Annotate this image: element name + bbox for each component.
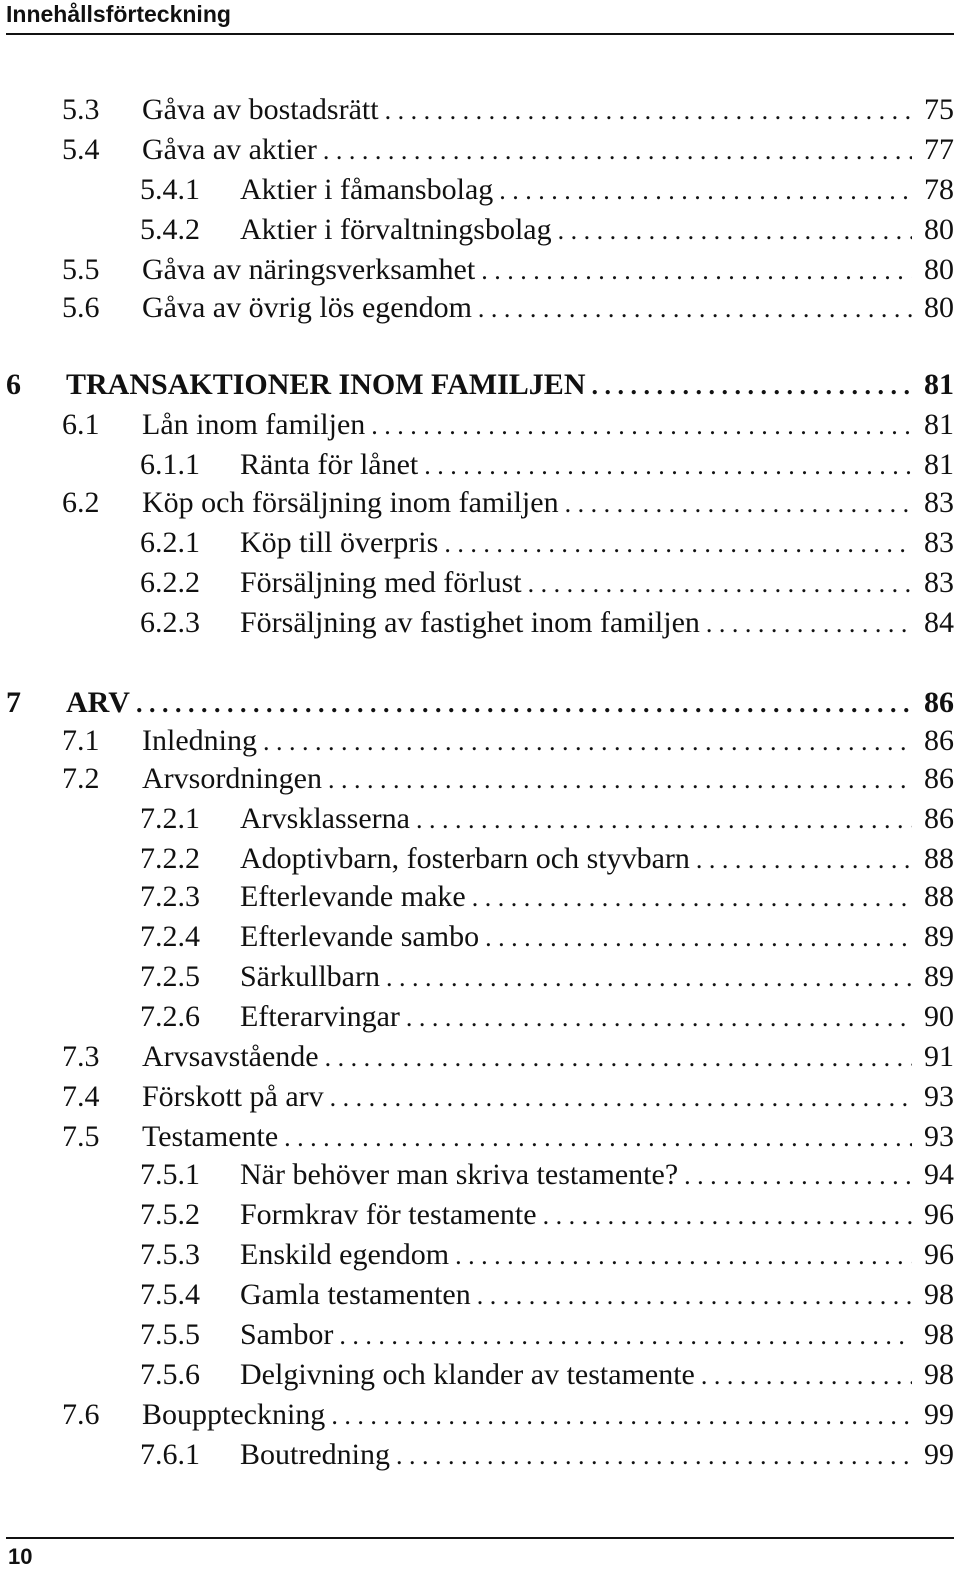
toc-entry-title: Arvsordningen: [142, 762, 322, 795]
toc-entry-page: 75: [924, 93, 954, 126]
toc-entry[interactable]: [140, 917, 954, 957]
footer-divider: [6, 1537, 954, 1539]
toc-entry-number: 7.3: [62, 1040, 100, 1073]
toc-entry-number: 5.6: [62, 291, 100, 324]
toc-entry-title: Testamente: [142, 1120, 279, 1153]
toc-entry-number: 7.5.3: [140, 1238, 200, 1271]
toc-entry-page: 80: [924, 253, 954, 286]
dot-leader: [481, 251, 912, 291]
toc-entry[interactable]: [140, 1355, 954, 1395]
toc-entry[interactable]: [140, 1435, 954, 1475]
toc-entry-title: Gamla testamenten: [240, 1278, 471, 1311]
toc-entry[interactable]: [62, 90, 954, 130]
dot-leader: [325, 1038, 912, 1078]
toc-entry[interactable]: [140, 603, 954, 643]
toc-entry-page: 80: [924, 291, 954, 324]
toc-entry-title: Köp och försäljning inom familjen: [142, 486, 559, 519]
toc-entry-page: 99: [924, 1438, 954, 1471]
toc-entry[interactable]: [140, 1235, 954, 1275]
toc-entry-title: ARV: [66, 686, 130, 719]
toc-entry-title: Aktier i fåmansbolag: [240, 173, 494, 206]
toc-entry-title: Arvsavstående: [142, 1040, 319, 1073]
toc-entry-page: 81: [924, 408, 954, 441]
toc-entry-number: 6.2.1: [140, 526, 200, 559]
toc-entry-page: 86: [924, 802, 954, 835]
toc-entry-page: 98: [924, 1358, 954, 1391]
dot-leader: [330, 1078, 912, 1118]
dot-leader: [558, 211, 912, 251]
toc-entry-page: 86: [924, 724, 954, 757]
toc-entry-title: Efterlevande sambo: [240, 920, 480, 953]
dot-leader: [386, 958, 912, 998]
toc-entry-number: 7.1: [62, 724, 100, 757]
toc-entry-page: 99: [924, 1398, 954, 1431]
toc-entry[interactable]: [62, 483, 954, 523]
toc-entry-page: 98: [924, 1318, 954, 1351]
dot-leader: [396, 1436, 912, 1476]
toc-entry[interactable]: [6, 683, 954, 723]
toc-entry-page: 86: [924, 762, 954, 795]
toc-entry-title: TRANSAKTIONER INOM FAMILJEN: [66, 368, 586, 401]
toc-entry[interactable]: [62, 1117, 954, 1157]
toc-entry[interactable]: [140, 839, 954, 879]
toc-entry-title: Gåva av näringsverksamhet: [142, 253, 476, 286]
toc-entry-title: Försäljning av fastighet inom familjen: [240, 606, 700, 639]
dot-leader: [701, 1356, 912, 1396]
toc-entry[interactable]: [62, 759, 954, 799]
toc-entry-title: Efterarvingar: [240, 1000, 400, 1033]
toc-entry-number: 7.2.6: [140, 1000, 200, 1033]
toc-entry-number: 7.5.4: [140, 1278, 200, 1311]
dot-leader: [424, 446, 912, 486]
toc-entry-title: Inledning: [142, 724, 257, 757]
toc-entry-title: Ränta för lånet: [240, 448, 419, 481]
dot-leader: [591, 366, 912, 406]
toc-entry-number: 7.2.4: [140, 920, 200, 953]
dot-leader: [472, 878, 912, 918]
dot-leader: [684, 1156, 912, 1196]
toc-entry-title: Köp till överpris: [240, 526, 439, 559]
toc-entry[interactable]: [62, 1395, 954, 1435]
dot-leader: [478, 289, 912, 329]
toc-entry-title: Särkullbarn: [240, 960, 380, 993]
toc-entry-title: Förskott på arv: [142, 1080, 324, 1113]
toc-entry-title: Bouppteckning: [142, 1398, 326, 1431]
toc-entry-title: Aktier i förvaltningsbolag: [240, 213, 552, 246]
toc-entry-number: 7.5.5: [140, 1318, 200, 1351]
toc-entry-page: 86: [924, 686, 954, 719]
toc-entry[interactable]: [140, 1315, 954, 1355]
dot-leader: [284, 1118, 912, 1158]
toc-entry-page: 80: [924, 213, 954, 246]
toc-entry[interactable]: [62, 721, 954, 761]
toc-entry-page: 94: [924, 1158, 954, 1191]
toc-entry-number: 7.4: [62, 1080, 100, 1113]
toc-entry-page: 84: [924, 606, 954, 639]
dot-leader: [499, 171, 912, 211]
toc-entry-page: 96: [924, 1198, 954, 1231]
toc-entry[interactable]: [140, 1195, 954, 1235]
toc-entry[interactable]: [140, 877, 954, 917]
toc-entry[interactable]: [140, 170, 954, 210]
toc-entry-page: 91: [924, 1040, 954, 1073]
toc-entry-number: 7: [6, 686, 21, 719]
toc-entry-number: 7.5.1: [140, 1158, 200, 1191]
toc-entry-title: När behöver man skriva testamente?: [240, 1158, 679, 1191]
dot-leader: [455, 1236, 912, 1276]
toc-entry-page: 90: [924, 1000, 954, 1033]
toc-entry-number: 7.6.1: [140, 1438, 200, 1471]
toc-entry-number: 7.2.5: [140, 960, 200, 993]
toc-entry-title: Boutredning: [240, 1438, 390, 1471]
toc-entry[interactable]: [140, 957, 954, 997]
toc-entry[interactable]: [62, 288, 954, 328]
toc-entry-page: 77: [924, 133, 954, 166]
toc-entry-number: 7.5: [62, 1120, 100, 1153]
toc-entry[interactable]: [140, 997, 954, 1037]
dot-leader: [328, 760, 912, 800]
toc-entry-page: 93: [924, 1120, 954, 1153]
toc-entry-title: Arvsklasserna: [240, 802, 410, 835]
toc-entry-number: 7.6: [62, 1398, 100, 1431]
dot-leader: [263, 722, 912, 762]
dot-leader: [339, 1316, 912, 1356]
toc-entry[interactable]: [140, 1275, 954, 1315]
toc-entry-title: Adoptivbarn, fosterbarn och styvbarn: [240, 842, 690, 875]
toc-entry[interactable]: [140, 1155, 954, 1195]
dot-leader: [371, 406, 912, 446]
toc-entry-title: Enskild egendom: [240, 1238, 450, 1271]
toc-entry-page: 81: [924, 368, 954, 401]
dot-leader: [706, 604, 912, 644]
toc-entry-number: 6: [6, 368, 21, 401]
toc-entry-title: Lån inom familjen: [142, 408, 366, 441]
toc-entry-number: 7.2.3: [140, 880, 200, 913]
dot-leader: [331, 1396, 912, 1436]
toc-entry-number: 6.1.1: [140, 448, 200, 481]
dot-leader: [406, 998, 912, 1038]
toc-entry-number: 6.1: [62, 408, 100, 441]
toc-entry-page: 88: [924, 880, 954, 913]
toc-entry-page: 88: [924, 842, 954, 875]
dot-leader: [136, 684, 912, 724]
page-header-title: Innehållsförteckning: [6, 1, 231, 27]
toc-entry-number: 7.5.6: [140, 1358, 200, 1391]
toc-entry[interactable]: [62, 405, 954, 445]
toc-entry-number: 6.2.3: [140, 606, 200, 639]
toc-entry-number: 7.2: [62, 762, 100, 795]
dot-leader: [385, 91, 912, 131]
toc-entry-number: 5.5: [62, 253, 100, 286]
toc-entry[interactable]: [140, 563, 954, 603]
toc-entry-page: 83: [924, 526, 954, 559]
toc-entry-page: 96: [924, 1238, 954, 1271]
dot-leader: [477, 1276, 912, 1316]
toc-entry-page: 89: [924, 920, 954, 953]
toc-entry-number: 5.4: [62, 133, 100, 166]
toc-entry-number: 7.2.2: [140, 842, 200, 875]
toc-entry[interactable]: [62, 130, 954, 170]
toc-entry[interactable]: [6, 365, 954, 405]
toc-entry-number: 7.2.1: [140, 802, 200, 835]
toc-entry-title: Sambor: [240, 1318, 334, 1351]
toc-entry[interactable]: [62, 1037, 954, 1077]
dot-leader: [565, 484, 912, 524]
header-divider: [6, 33, 954, 35]
dot-leader: [485, 918, 912, 958]
toc-entry-number: 7.5.2: [140, 1198, 200, 1231]
toc-entry[interactable]: [62, 1077, 954, 1117]
toc-entry-title: Försäljning med förlust: [240, 566, 522, 599]
dot-leader: [444, 524, 912, 564]
toc-entry-title: Gåva av övrig lös egendom: [142, 291, 472, 324]
toc-entry-page: 81: [924, 448, 954, 481]
toc-entry[interactable]: [140, 799, 954, 839]
page-number: 10: [8, 1544, 33, 1569]
dot-leader: [416, 800, 912, 840]
dot-leader: [528, 564, 912, 604]
toc-entry-title: Gåva av aktier: [142, 133, 317, 166]
toc-entry-page: 78: [924, 173, 954, 206]
toc-entry-page: 93: [924, 1080, 954, 1113]
toc-entry[interactable]: [140, 523, 954, 563]
toc-entry-number: 5.3: [62, 93, 100, 126]
toc-entry-title: Efterlevande make: [240, 880, 466, 913]
toc-entry-number: 6.2.2: [140, 566, 200, 599]
toc-entry-number: 6.2: [62, 486, 100, 519]
dot-leader: [323, 131, 912, 171]
dot-leader: [543, 1196, 912, 1236]
dot-leader: [696, 840, 912, 880]
toc-entry-page: 98: [924, 1278, 954, 1311]
toc-entry[interactable]: [62, 250, 954, 290]
toc-entry-title: Gåva av bostadsrätt: [142, 93, 379, 126]
toc-entry-number: 5.4.1: [140, 173, 200, 206]
toc-entry-page: 89: [924, 960, 954, 993]
toc-entry[interactable]: [140, 210, 954, 250]
toc-entry-title: Formkrav för testamente: [240, 1198, 537, 1231]
toc-entry[interactable]: [140, 445, 954, 485]
toc-entry-title: Delgivning och klander av testamente: [240, 1358, 695, 1391]
toc-entry-page: 83: [924, 566, 954, 599]
toc-entry-number: 5.4.2: [140, 213, 200, 246]
toc-entry-page: 83: [924, 486, 954, 519]
